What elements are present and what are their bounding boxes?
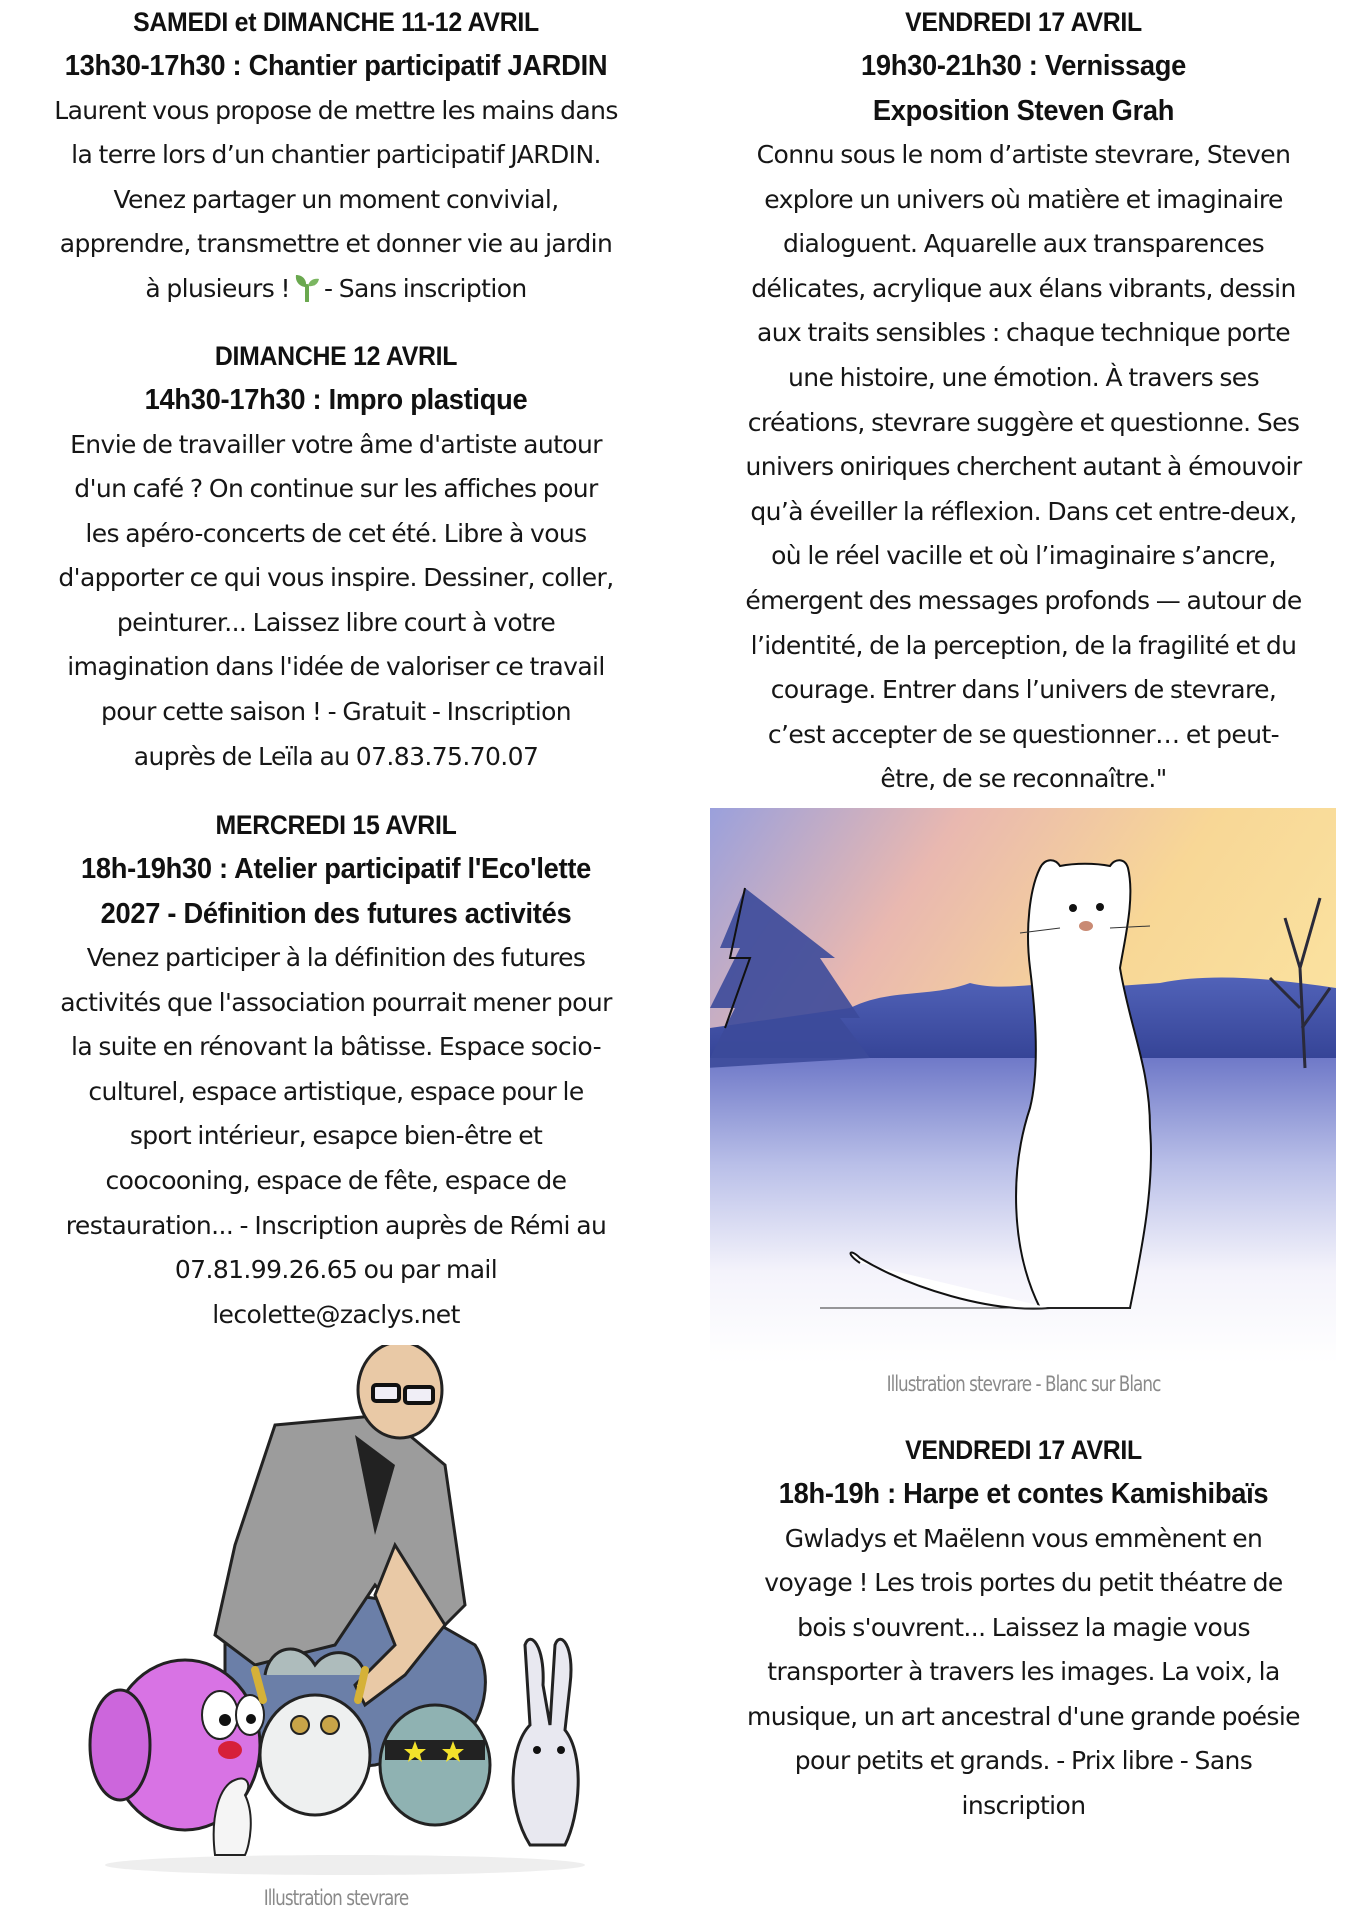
description-line: dialoguent. Aquarelle aux transparences — [782, 229, 1265, 259]
description-line: imagination dans l'idée de valoriser ce travail — [67, 652, 605, 682]
event-ecolette-workshop — [0, 803, 672, 1337]
event-impro-plastique — [0, 334, 672, 779]
event-day: MERCREDI 15 AVRIL — [215, 810, 457, 840]
description-line: Venez partager un moment convivial, — [113, 184, 559, 214]
illustration-caption: Illustration stevrare - Blanc sur Blanc — [886, 1372, 1161, 1396]
event-title: 19h30-21h30 : Vernissage — [860, 50, 1187, 82]
description-line: inscription — [961, 1791, 1086, 1821]
artist-with-characters-illustration — [75, 1345, 605, 1880]
description-line: pour cette saison ! - Gratuit - Inscription — [100, 697, 572, 727]
event-title: 18h-19h : Harpe et contes Kamishibaïs — [778, 1478, 1269, 1510]
description-text: - Sans inscription — [323, 273, 527, 303]
description-line: une histoire, une émotion. À travers ses — [787, 362, 1259, 392]
description-line: créations, stevrare suggère et questionne. Ses — [747, 407, 1300, 437]
event-day: SAMEDI et DIMANCHE 11-12 AVRIL — [133, 7, 539, 37]
description-line: peinturer... Laissez libre court à votre — [116, 607, 556, 637]
description-line: d'un café ? On continue sur les affiches pour — [74, 474, 598, 504]
event-description — [690, 133, 1357, 802]
event-description — [0, 423, 672, 780]
description-line — [0, 267, 672, 312]
description-line: voyage ! Les trois portes du petit théatre de — [764, 1568, 1283, 1598]
description-line: coocooning, espace de fête, espace de — [105, 1165, 567, 1195]
description-line: Gwladys et Maëlenn vous emmènent en — [784, 1523, 1263, 1553]
event-title: 14h30-17h30 : Impro plastique — [144, 384, 528, 416]
right-column — [690, 0, 1357, 1920]
event-title: Exposition Steven Grah — [872, 94, 1175, 127]
event-garden-workshop — [0, 0, 672, 311]
description-line: explore un univers où matière et imaginaire — [764, 184, 1283, 214]
white-ermine-in-snow-illustration — [710, 808, 1336, 1363]
description-line: courage. Entrer dans l’univers de stevrare, — [770, 675, 1277, 705]
event-day: DIMANCHE 12 AVRIL — [214, 341, 458, 371]
description-line: Connu sous le nom d’artiste stevrare, Steven — [756, 140, 1291, 169]
event-title: 13h30-17h30 : Chantier participatif JARDIN — [64, 50, 608, 82]
event-description — [0, 89, 672, 312]
event-description — [690, 1517, 1357, 1829]
description-line: univers oniriques cherchent autant à émouvoir — [745, 452, 1302, 482]
description-line: les apéro-concerts de cet été. Libre à vous — [85, 518, 587, 548]
event-title: 2027 - Définition des futures activités — [100, 897, 572, 930]
event-day: VENDREDI 17 AVRIL — [905, 7, 1142, 37]
event-description — [0, 936, 672, 1337]
email-link[interactable]: lecolette@zaclys.net — [212, 1299, 460, 1329]
illustration-caption: Illustration stevrare — [263, 1886, 409, 1910]
description-line: 07.81.99.26.65 ou par mail — [174, 1255, 498, 1285]
description-line: apprendre, transmettre et donner vie au jardin — [59, 229, 613, 259]
description-line: restauration... - Inscription auprès de Rémi au — [65, 1210, 607, 1240]
description-line: qu’à éveiller la réflexion. Dans cet entre-deux, — [750, 496, 1297, 526]
sprout-icon — [294, 272, 320, 302]
event-vernissage — [690, 0, 1357, 802]
description-line: émergent des messages profonds — autour de — [745, 585, 1302, 615]
description-line: être, de se reconnaître." — [880, 764, 1167, 794]
event-title: 18h-19h30 : Atelier participatif l'Eco'lette — [80, 853, 592, 885]
description-line: la suite en rénovant la bâtisse. Espace socio- — [70, 1032, 602, 1062]
description-line: auprès de Leïla au 07.83.75.70.07 — [133, 741, 539, 771]
description-line: l’identité, de la perception, de la fragilité et du — [750, 630, 1297, 660]
event-harp-kamishibai — [690, 1428, 1357, 1829]
description-line: transporter à travers les images. La voix, la — [767, 1657, 1280, 1687]
description-line: pour petits et grands. - Prix libre - Sans — [794, 1746, 1253, 1776]
description-line: Laurent vous propose de mettre les mains dans — [54, 95, 618, 125]
description-line: culturel, espace artistique, espace pour le — [88, 1076, 584, 1106]
description-text: à plusieurs ! — [145, 273, 290, 303]
description-line: délicates, acrylique aux élans vibrants, dessin — [751, 273, 1296, 303]
description-line: d'apporter ce qui vous inspire. Dessiner, coller, — [58, 563, 614, 593]
description-line: Venez participer à la définition des futures — [86, 943, 586, 972]
description-line: Envie de travailler votre âme d'artiste autour — [70, 429, 602, 459]
event-day: VENDREDI 17 AVRIL — [905, 1435, 1142, 1465]
description-line: aux traits sensibles : chaque technique porte — [757, 318, 1290, 348]
description-line: musique, un art ancestral d'une grande poésie — [747, 1701, 1300, 1731]
description-line: la terre lors d’un chantier participatif JARDIN. — [71, 140, 601, 170]
description-line: activités que l'association pourrait mener pour — [60, 987, 612, 1017]
description-line: c’est accepter de se questionner… et peut- — [767, 719, 1280, 749]
description-line: sport intérieur, esapce bien-être et — [129, 1121, 543, 1151]
description-line: bois s'ouvrent... Laissez la magie vous — [797, 1612, 1250, 1642]
description-line: où le réel vacille et où l’imaginaire s’ancre, — [771, 541, 1276, 571]
left-column — [0, 0, 672, 1920]
